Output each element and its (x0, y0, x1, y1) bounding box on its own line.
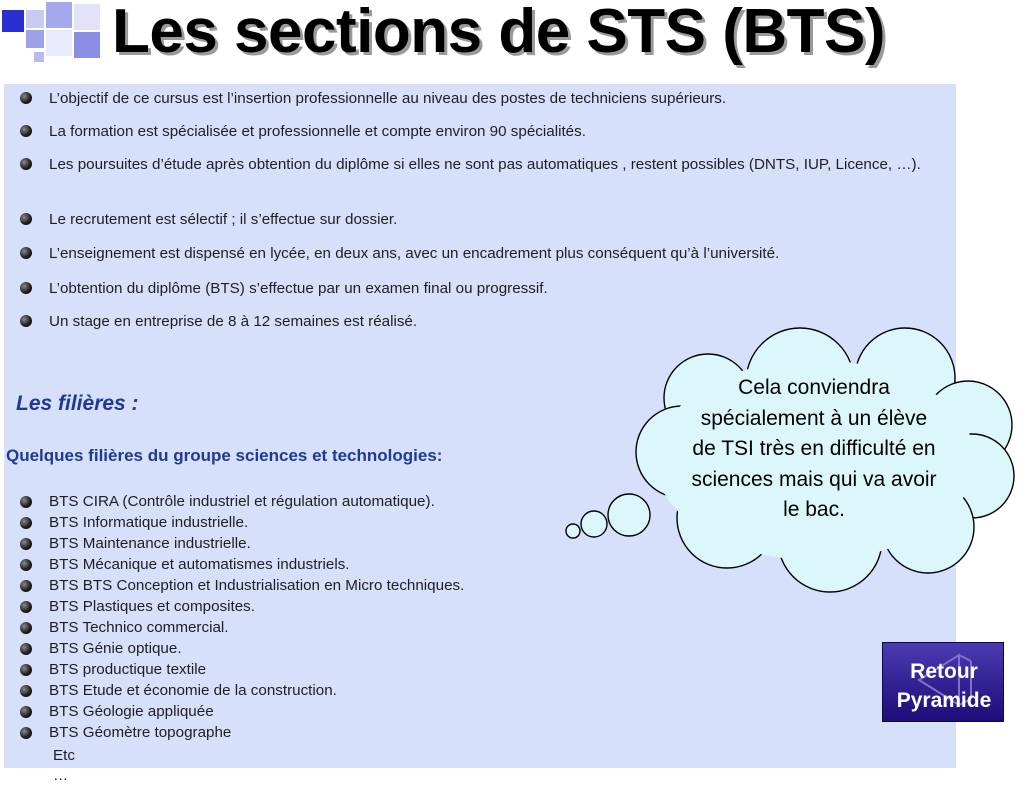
page-title: Les sections de STS (BTS) (112, 0, 886, 66)
list-item: BTS Mécanique et automatismes industriels. (20, 555, 350, 575)
list-item: BTS Informatique industrielle. (20, 513, 248, 533)
list-item: L’obtention du diplôme (BTS) s’effectue par un examen final ou progressif. (20, 278, 934, 300)
bullet-icon (20, 580, 32, 592)
bullet-icon (20, 706, 32, 718)
list-item: BTS Géomètre topographe (20, 723, 231, 743)
bullet-icon (20, 282, 32, 294)
list-item: BTS productique textile (20, 660, 206, 680)
list-item: Un stage en entreprise de 8 à 12 semaines est réalisé. (20, 311, 934, 333)
bullet-icon (20, 158, 32, 170)
list-item: Les poursuites d’étude après obtention du diplôme si elles ne sont pas automatiques , restent possibles (DNTS, IUP, Licence, …). (20, 154, 934, 176)
list-item: BTS Etude et économie de la construction. (20, 681, 337, 701)
list-etc-text: Etc … (53, 747, 75, 784)
bullet-icon (20, 538, 32, 550)
bullet-icon (20, 727, 32, 739)
bullet-icon (20, 125, 32, 137)
list-item: La formation est spécialisée et professionnelle et compte environ 90 spécialités. (20, 121, 934, 143)
list-item: Le recrutement est sélectif ; il s’effectue sur dossier. (20, 209, 934, 231)
bullet-icon (20, 601, 32, 613)
list-item: BTS BTS Conception et Industrialisation en Micro techniques. (20, 576, 464, 596)
list-item: L’enseignement est dispensé en lycée, en deux ans, avec un encadrement plus conséquent qu’à l’université. (20, 243, 934, 265)
bullet-icon (20, 92, 32, 104)
list-item: BTS Géologie appliquée (20, 702, 214, 722)
list-item: BTS Plastiques et composites. (20, 597, 255, 617)
bullet-icon (20, 247, 32, 259)
bullet-icon (20, 517, 32, 529)
bubble-text: Cela conviendra spécialement à un élève de TSI très en difficulté en sciences mais qui va avoir le bac. (691, 376, 937, 521)
list-item: BTS Génie optique. (20, 639, 182, 659)
filieres-heading: Les filières : (16, 392, 139, 415)
retour-label: Retour Pyramide (896, 660, 992, 712)
bullet-icon (20, 315, 32, 327)
list-item: BTS Technico commercial. (20, 618, 229, 638)
bullet-icon (20, 622, 32, 634)
bullet-icon (20, 496, 32, 508)
retour-pyramide-button[interactable] (882, 642, 1004, 722)
bullet-icon (20, 559, 32, 571)
list-item: BTS CIRA (Contrôle industriel et régulation automatique). (20, 492, 435, 512)
list-item: L’objectif de ce cursus est l’insertion professionnelle au niveau des postes de techniciens supérieurs. (20, 88, 934, 110)
group-heading: Quelques filières du groupe sciences et technologies: (6, 446, 443, 465)
bullet-icon (20, 685, 32, 697)
bullet-icon (20, 664, 32, 676)
bullet-icon (20, 213, 32, 225)
list-item: BTS Maintenance industrielle. (20, 534, 251, 554)
bullet-icon (20, 643, 32, 655)
